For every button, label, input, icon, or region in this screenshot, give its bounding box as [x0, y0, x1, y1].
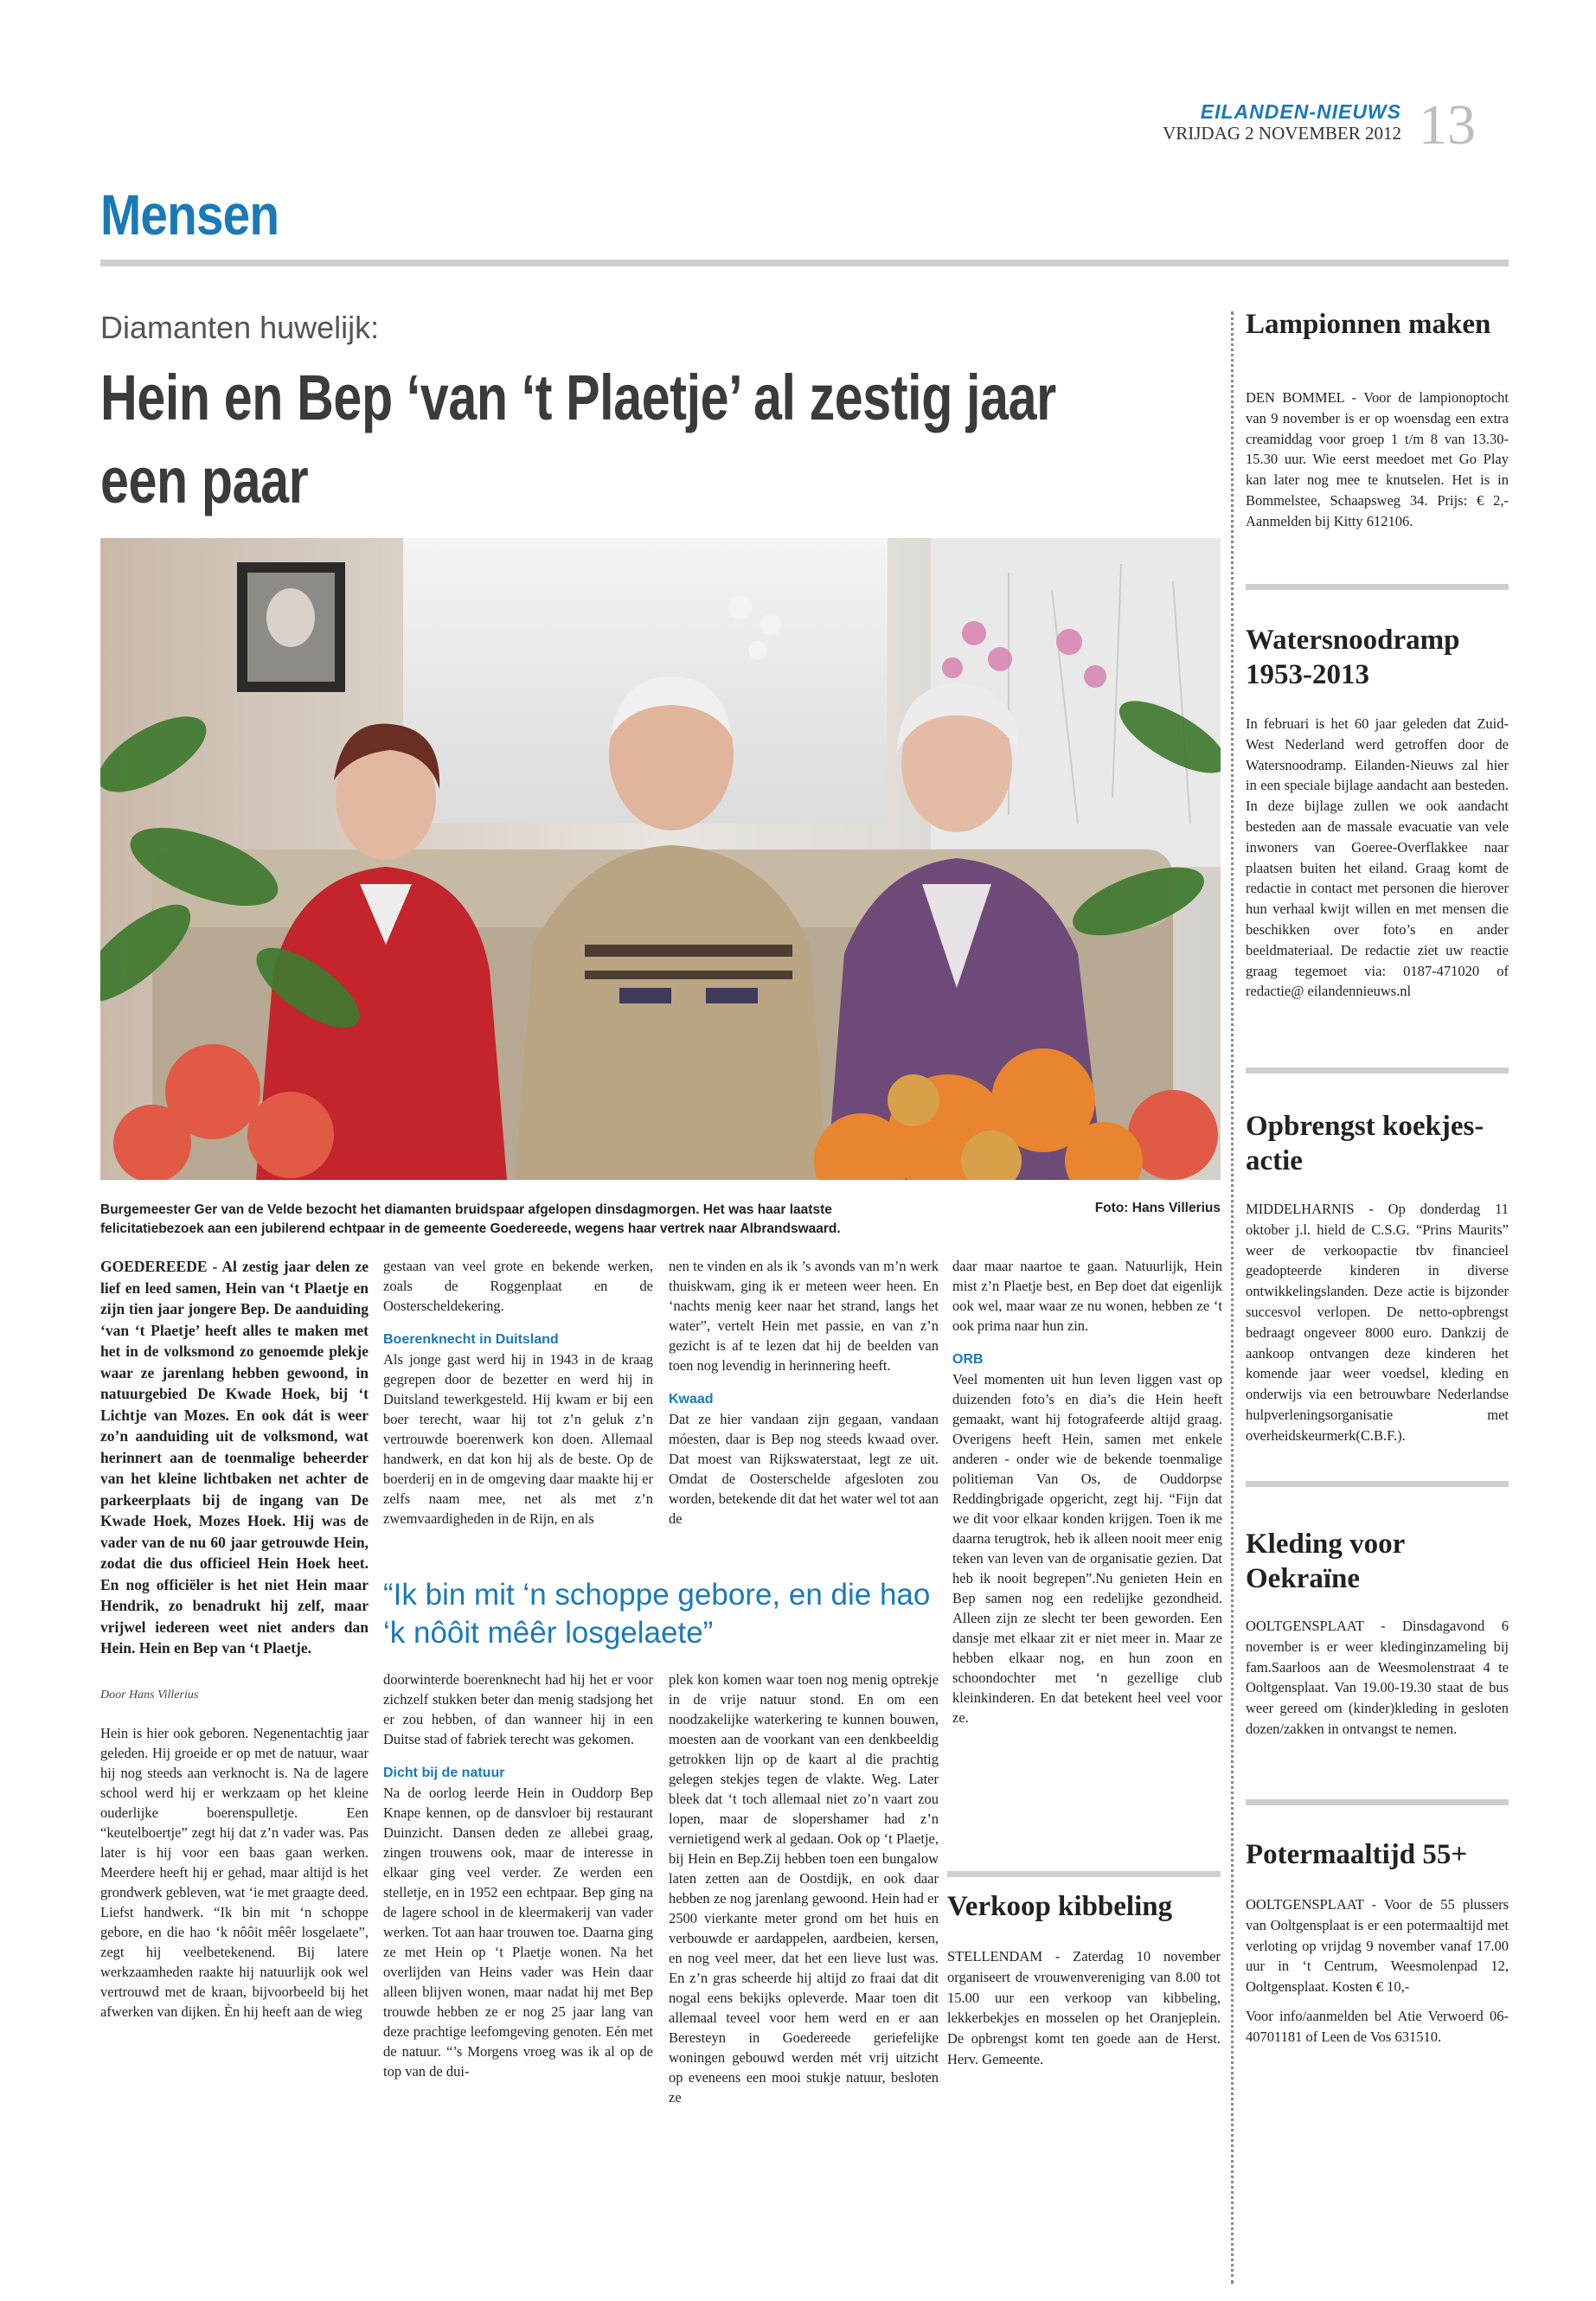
article-column-1 — [100, 1723, 369, 2022]
sidebar-item-koekjes-body — [1246, 1199, 1509, 1446]
col4-top: daar maar naartoe te gaan. Natuurlijk, Hein mist z’n Plaetje best, en Bep doet dat eigenlijk ook wel, maar waar ze nu wonen, hebben ze ‘t ook prima naar hun zin. — [952, 1258, 1222, 1334]
section-title: Mensen — [100, 183, 279, 247]
col2-subhead-2: Dicht bij de natuur — [383, 1766, 505, 1780]
article-column-2-top — [383, 1256, 653, 1529]
col3-top: nen te vinden en als ik ’s avonds van m’n werk thuiskwam, ging ik er meteen weer heen. En ‘nachts menig keer naar het strand, langs het water”, vertelt Hein met passie, en van z’n gezicht is af te lezen dat hij de beelden van toen nog levendig in herinnering heeft. — [669, 1258, 939, 1374]
pull-quote: “Ik bin mit ‘n schoppe gebore, en die hao ‘k nôôit mêêr losgelaete” — [383, 1578, 931, 1650]
col2-subhead-1: Boerenknecht in Duitsland — [383, 1332, 559, 1347]
col1-body: Hein is hier ook geboren. Negenentachtig jaar geleden. Hij groeide er op met de natuur, waar hij nog steeds aan verknocht is. Na de lagere school werd hij er werkzaam op het kleine ouderlijke boerenspulletje. Een “keutelboertje” zegt hij dat z’n vader was. Pas later is hij voor een baas gaan werken. Meerdere heeft hij er gehad, maar altijd is het grondwerk gebleven, wat ‘ie met graagte deed. Liefst handwerk. “Ik bin mit ‘n schoppe gebore, en die hao ‘k nôôit mêêr losgelaete”, zegt hij veelbetekenend. Bij latere werkzaamheden raakte hij natuurlijk ook wel vertrouwd met de kraan, bijvoorbeeld bij het afwerken van dijken. Èn hij heeft aan de wieg — [100, 1725, 369, 2020]
col4-subhead-1: ORB — [952, 1352, 984, 1367]
col2-after-quote: doorwinterde boerenknecht had hij het er voor zichzelf stukken beter dan menig stadsjong het er zou hebben, of dan wanneer hij in een Duitse stad of fabriek terecht was gekomen. — [383, 1671, 653, 1747]
article-lead: GOEDEREEDE - Al zestig jaar delen ze lief en leed samen, Hein van ‘t Plaetje en zijn tien jaar jongere Bep. De aanduiding ‘van ‘t Plaetje’ heeft alles te maken met het in de volksmond zo genoemde plekje waar ze jarenlang hebben gewoond, in natuurgebied De Kwade Hoek, bij ‘t Lichtje van Mozes. En ook dát is weer zo’n aanduiding uit de volksmond, wat herinnert aan de toenmalige beheerder van het kleine lichtbaken net achter de parkeerplaats bij de ingang van De Kwade Hoek, Mozes Hoek. Hij was de vader van de nu 60 jaar getrouwde Hein, zodat die dus officieel Hein Hoek heet. En nog officiëler is het niet Hein maar Hendrik, zo benadrukt hij zelf, maar vrijwel iedereen weet niet anders dan Hein. Hein en Bep van ‘t Plaetje. — [100, 1258, 369, 1657]
sidebar-item-lampionnen-title: Lampionnen maken — [1246, 309, 1491, 340]
article-column-3-top — [669, 1256, 939, 1529]
sidebar-divider — [1231, 311, 1234, 2284]
sidebar-item-watersnood-body — [1246, 714, 1509, 1002]
article-headline: Hein en Bep ‘van ‘t Plaetje’ al zestig jaar een paar — [100, 362, 1056, 516]
col3-after-quote: plek kon komen waar toen nog menig optrekje in de vrije natuur stond. En om een noodzakelijke waterkering te kunnen bouwen, moesten aan de voorkant van een denkbeeldig getrokken lijn op de kaart al die prachtig gelegen stekjes tegen de vlakte. Weg. Later bleek dat ‘t toch allemaal niet zo’n vaart zou lopen, maar de slopershamer had z’n vernietigend werk al gedaan. Ook op ‘t Plaetje, bij Hein en Bep.Zij hebben toen een bungalow laten zetten aan de Oostdijk, en ook daar hebben ze nog jarenlang gewoond. Hein had er 2500 vierkante meter grond om het huis en verbouwde er aardappelen, aardbeien, kersen, en nog veel meer, dat het een lieve lust was. En z’n gras scheerde hij altijd zo fraai dat dit nogal eens bekijks opleverde. Maar toen dit allemaal teveel voor hem werd en er aan Beresteyn in Goedereede geriefelijke woningen gebouwd werden mét vrij uitzicht op eveneens een mooi stukje natuur, besloten ze — [669, 1671, 939, 2106]
photo-credit: Foto: Hans Villerius — [1094, 1201, 1221, 1215]
byline: Door Hans Villerius — [100, 1689, 199, 1702]
col2-top: gestaan van veel grote en bekende werken, zoals de Roggenplaat en de Oosterscheldekering. — [383, 1258, 653, 1314]
col3-mid: Dat ze hier vandaan zijn gegaan, vandaan móesten, daar is Bep nog steeds kwaad over. Dat moest van Rijkswaterstaat, legt ze uit. Omdat de Oosterschelde afgesloten zou worden, betekende dit dat het water wel tot aan de — [669, 1411, 939, 1527]
sidebar-paragraph: OOLTGENSPLAAT - Voor de 55 plussers van Ooltgensplaat is er een potermaaltijd met verloting op vrijdag 9 november vanaf 17.00 uur in ‘t Centrum, Weesmolenpad 12, Ooltgensplaat. Kosten € 10,- — [1246, 1896, 1509, 1996]
sidebar-paragraph: MIDDELHARNIS - Op donderdag 11 oktober j.l. hield de C.S.G. “Prins Maurits” weer de verkoopactie tbv financieel geadopteerde kinderen in diverse ontwikkelingslanden. Deze actie is bijzonder succesvol verlopen. De netto-opbrengst bedraagt ongeveer 8000 euro. Dankzij de aankoop ontvangen deze kinderen het komende jaar weer voedsel, kleding en onderwijs via een betrouwbare Nederlandse hulpverleningsorganisatie met overheidskeurmerk(C.B.F.). — [1246, 1201, 1509, 1444]
sidebar-item-potermaaltijd-title: Potermaaltijd 55+ — [1246, 1839, 1468, 1870]
sidebar-paragraph: OOLTGENSPLAAT - Dinsdagavond 6 november is er weer kledinginzameling bij fam.Saarloos aan de Weesmolenstraat 4 te Ooltgensplaat. Van 19.00-19.30 staat de bus weer gereed om (kinder)kleding in gesloten dozen/zakken in ontvangst te nemen. — [1246, 1618, 1509, 1737]
page-number: 13 — [1419, 93, 1476, 157]
col2-mid: Als jonge gast werd hij in 1943 in de kraag gegrepen door de bezetter en werd hij in Duitsland tewerkgesteld. Hij kwam er bij een boer terecht, waar hij tot z’n geluk z’n vertrouwde boerenwerk kon doen. Allemaal handwerk, en dat kon hij als de beste. Op de boerderij en in de omgeving daar maakte hij er zelfs naam mee, net als met z’n zwemvaardigheden in de Rijn, en als — [383, 1351, 653, 1527]
sidebar-paragraph: In februari is het 60 jaar geleden dat Zuid-West Nederland werd getroffen door de Watersnoodramp. Eilanden-Nieuws zal hier in een speciale bijlage aandacht aan besteden. In deze bijlage zullen we ook aandacht besteden aan de massale evacuatie van vele inwoners van Goeree-Overflakkee naar plaatsen buiten het eiland. Graag komt de redactie in contact met personen die hierover hun verhaal kwijt willen en met mensen die beschikken over foto’s en ander beeldmateriaal. De redactie ziet uw reactie graag tegemoet via: 0187-471020 of redactie@ eilandennieuws.nl — [1246, 715, 1509, 1000]
verkoop-body: STELLENDAM - Zaterdag 10 november organiseert de vrouwenvereniging van 8.00 tot 15.00 uur een verkoop van kibbeling, lekkerbekjes en mosselen op het Oranjeplein. De opbrengst komt ten goede aan de Herst. Herv. Gemeente. — [947, 1948, 1221, 2067]
issue-date: VRIJDAG 2 NOVEMBER 2012 — [1163, 123, 1401, 144]
couple-photo-illustration — [100, 538, 1221, 1180]
col2-end: Na de oorlog leerde Hein in Ouddorp Bep Knape kennen, op de dansvloer bij restaurant Duinzicht. Dansen deden ze allebei graag, zingen trouwens ook, maar de interesse in elkaar ging veel verder. Ze werden een stelletje, en in 1952 een echtpaar. Bep ging na de lagere school in de kleermakerij van vader werken. Tot aan haar trouwen toe. Daarna ging ze met Hein op ‘t Plaetje wonen. Na het overlijden van Heins vader was Hein daar alleen blijven wonen, maar nadat hij met Bep trouwde hebben ze er nog 25 jaar lang van deze prachtige leefomgeving genoten. Eén met de natuur. “’s Morgens vroeg was ik al op de top van de dui- — [383, 1785, 653, 2080]
sidebar-paragraph: DEN BOMMEL - Voor de lampionoptocht van 9 november is er op woensdag een extra creamiddag voor groep 1 t/m 8 van 13.30-15.30 uur. Wie eerst meedoet met Go Play kan later nog mee te knutselen. Het is in Bommelstee, Schaapsweg 34. Prijs: € 2,- Aanmelden bij Kitty 612106. — [1246, 389, 1509, 529]
top-rule — [100, 260, 1509, 266]
verkoop-rule — [947, 1871, 1221, 1877]
sidebar-item-koekjes-title: Opbrengst koekjes-actie — [1246, 1111, 1484, 1176]
sidebar-item-watersnood-title: Watersnoodramp 1953-2013 — [1246, 625, 1460, 690]
article-column-3-bottom — [669, 1670, 939, 2107]
article-column-4 — [952, 1256, 1222, 1727]
sidebar-rule — [1246, 1799, 1509, 1805]
article-kicker: Diamanten huwelijk: — [100, 310, 380, 345]
sidebar-rule — [1246, 1481, 1509, 1487]
sidebar-item-lampionnen-body — [1246, 388, 1509, 532]
article-column-2-bottom — [383, 1670, 653, 2081]
sidebar-rule — [1246, 1067, 1509, 1074]
sidebar-item-potermaaltijd-body — [1246, 1894, 1509, 2048]
masthead: EILANDEN-NIEUWS — [1200, 100, 1401, 123]
sidebar-item-kleding-body — [1246, 1616, 1509, 1740]
article-photo — [100, 538, 1221, 1180]
col3-subhead-1: Kwaad — [669, 1392, 714, 1407]
sidebar-paragraph: Voor info/aanmelden bel Atie Verwoerd 06-40701181 of Leen de Vos 631510. — [1246, 2007, 1509, 2045]
sidebar-rule — [1246, 584, 1509, 590]
verkoop-title: Verkoop kibbeling — [947, 1891, 1173, 1922]
photo-caption: Burgemeester Ger van de Velde bezocht het diamanten bruidspaar afgelopen dinsdagmorgen. Het was haar laatste felicitatiebezoek aan een jubilerend echtpaar in de gemeente Goedereede, wegens haar vertrek naar Albrandswaard. — [100, 1202, 841, 1236]
sidebar-item-kleding-title: Kleding voor Oekraïne — [1246, 1529, 1405, 1594]
col4-mid: Veel momenten uit hun leven liggen vast op duizenden foto’s en dia’s die Hein heeft gemaakt, want hij fotografeerde altijd graag. Overigens heeft Hein, samen met enkele anderen - onder wie de bekende toenmalige politieman Van Os, de Ouddorpse Reddingbrigade opgericht, zegt hij. “Fijn dat we dit voor elkaar konden krijgen. Toen ik me daarna terugtrok, heb ik alleen nooit meer enig teken van leven van de organisatie gezien. Dat heb ik nooit begrepen”.Nu genieten Hein en Bep samen nog een redelijke gezondheid. Alleen zijn ze slecht ter been geworden. Een dansje met elkaar zit er niet meer in. Maar ze hebben elkaar nog, en hun zoon en schoondochter met ‘n gezellige club kleinkinderen. En dat betekent heel veel voor ze. — [952, 1371, 1222, 1726]
